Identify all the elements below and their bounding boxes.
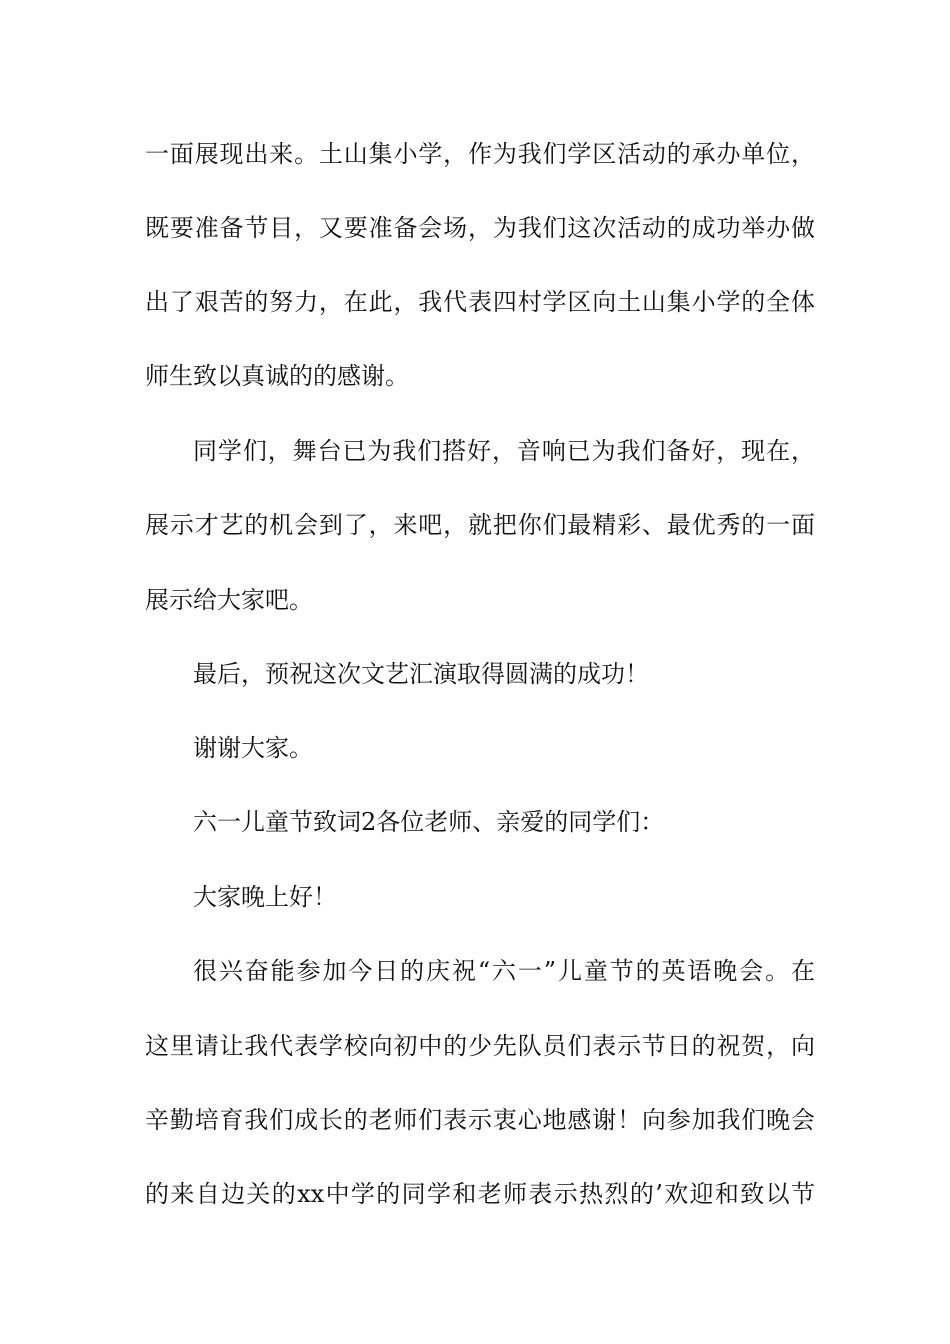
speech-heading-line: 六一儿童节致词2各位老师、亲爱的同学们：: [193, 808, 665, 836]
text-line: 辛勤培育我们成长的老师们表示衷心地感谢！向参加我们晚会: [145, 1106, 815, 1134]
thanks-line: 谢谢大家。: [193, 734, 313, 762]
text-line: 师生致以真诚的的感谢。: [145, 362, 409, 390]
text-line: 这里请让我代表学校向初中的少先队员们表示节日的祝贺，向: [145, 1032, 815, 1060]
text-line: 的来自边关的xx中学的同学和老师表示热烈的’欢迎和致以节: [145, 1180, 815, 1208]
text-line: 展示才艺的机会到了，来吧，就把你们最精彩、最优秀的一面: [145, 511, 815, 539]
paragraph-first-line: 很兴奋能参加今日的庆祝“六一”儿童节的英语晚会。在: [193, 957, 815, 985]
paragraph-first-line: 同学们，舞台已为我们搭好，音响已为我们备好，现在，: [193, 437, 815, 465]
text-line: 出了艰苦的努力，在此，我代表四村学区向土山集小学的全体: [145, 288, 815, 316]
text-line: 既要准备节目，又要准备会场，为我们这次活动的成功举办做: [145, 214, 815, 242]
greeting-line: 大家晚上好！: [193, 883, 337, 911]
closing-wish-line: 最后，预祝这次文艺汇演取得圆满的成功！: [193, 660, 649, 688]
text-line: 展示给大家吧。: [145, 586, 313, 614]
text-line: 一面展现出来。土山集小学，作为我们学区活动的承办单位，: [145, 140, 815, 168]
